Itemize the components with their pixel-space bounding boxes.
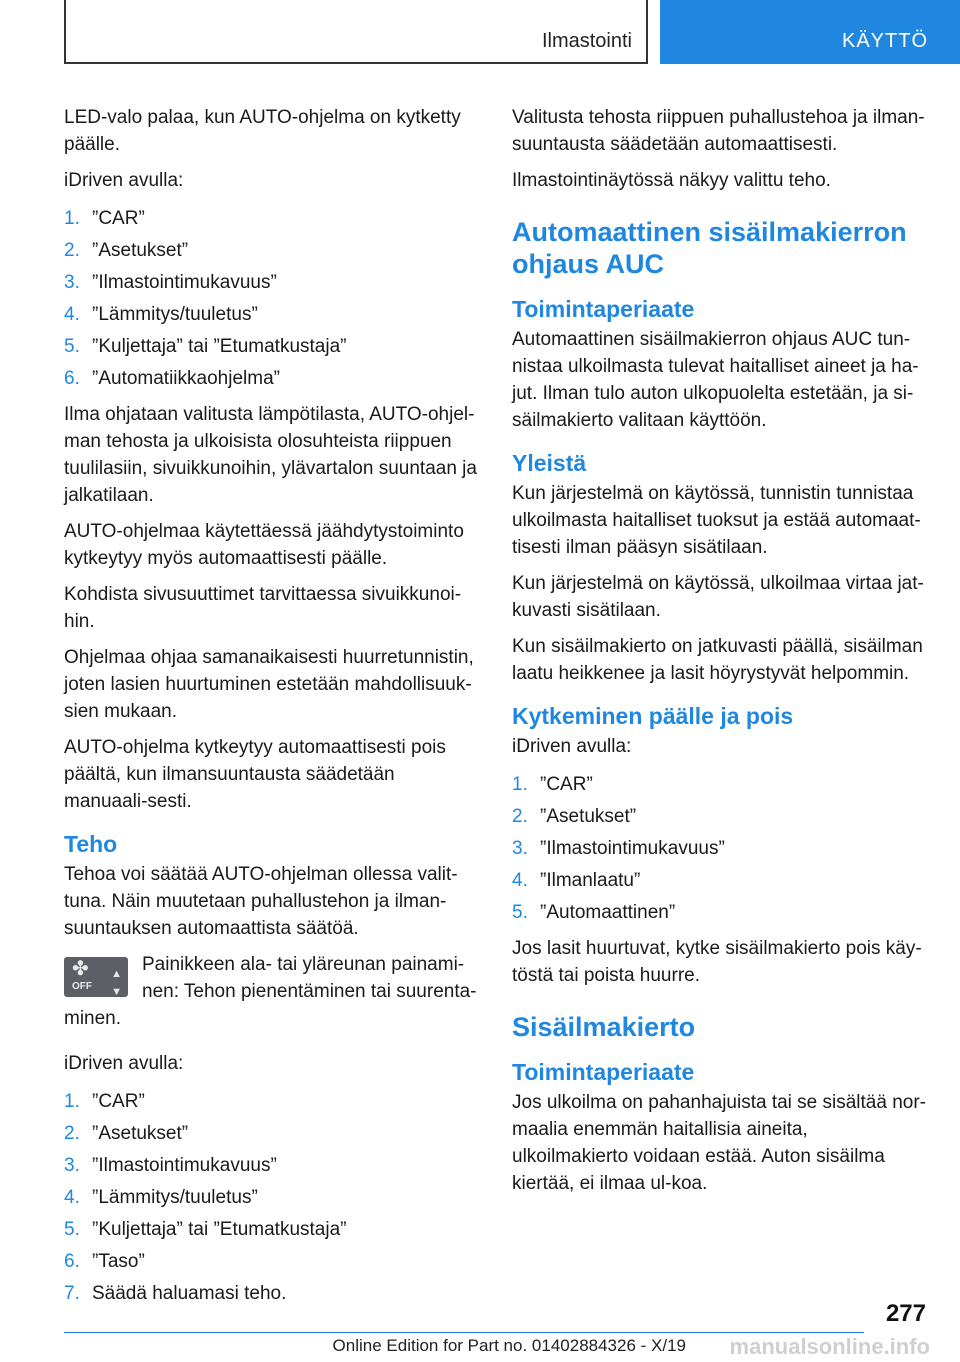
- step-number: 5.: [512, 902, 528, 923]
- step-text: ”Taso”: [92, 1251, 145, 1272]
- fan-icon: ✤: [72, 958, 89, 980]
- paragraph: Kun sisäilmakierto on jatkuvasti päällä, sisäilman laatu heikkenee ja lasit höyrystyvät helpommin.: [512, 636, 923, 684]
- chapter-heading: Automaattinen sisäilmakierron ohjaus AUC: [512, 217, 907, 279]
- arrow-down-icon: ▼: [111, 986, 122, 998]
- section-heading: Yleistä: [512, 450, 587, 476]
- list-item: [64, 1214, 479, 1246]
- step-number: 4.: [512, 870, 528, 891]
- step-text: ”Ilmastointimukavuus”: [92, 272, 277, 293]
- paragraph: Kun järjestelmä on käytössä, tunnistin tunnistaa ulkoilmasta haitalliset tuoksut ja estää automaat‐tisesti ilman pääsyn sisätilaan.: [512, 483, 921, 558]
- paragraph: iDriven avulla:: [64, 170, 184, 191]
- paragraph: Ilma ohjataan valitusta lämpötilasta, AUTO-ohjel‐man tehosta ja ulkoisista olosuhteista riippuen tuulilasiin, sivuikkunoihin, ylävartalon suuntaan ja jalkatilaan.: [64, 404, 477, 506]
- step-number: 4.: [64, 304, 80, 325]
- paragraph: Tehoa voi säätää AUTO-ohjelman ollessa valit‐tuna. Näin muutetaan puhallustehon ja ilman‐suuntauksen automaattista säätöä.: [64, 864, 458, 939]
- step-number: 2.: [512, 806, 528, 827]
- step-text: ”CAR”: [92, 208, 145, 229]
- section-title: Ilmastointi: [541, 30, 632, 52]
- icon-paragraph: [64, 951, 479, 1032]
- step-number: 5.: [64, 336, 80, 357]
- list-item: [64, 1278, 479, 1310]
- paragraph: Kun järjestelmä on käytössä, ulkoilmaa virtaa jat‐kuvasti sisätilaan.: [512, 573, 924, 621]
- step-number: 6.: [64, 1251, 80, 1272]
- list-item: [64, 363, 479, 395]
- steps-list: [64, 203, 479, 395]
- paragraph: Jos lasit huurtuvat, kytke sisäilmakierto pois käy‐töstä tai poista huurre.: [512, 938, 922, 986]
- right-column: [512, 104, 927, 1206]
- footer-divider: [64, 1332, 864, 1333]
- list-item: [64, 267, 479, 299]
- step-text: ”CAR”: [92, 1091, 145, 1112]
- page-number: 277: [885, 1300, 926, 1327]
- section-heading: Teho: [64, 831, 118, 857]
- chapter-heading: Sisäilmakierto: [512, 1012, 696, 1042]
- step-text: ”Ilmanlaatu”: [540, 870, 641, 891]
- paragraph: iDriven avulla:: [512, 736, 632, 757]
- steps-list: [64, 1086, 479, 1310]
- list-item: [512, 769, 927, 801]
- step-number: 2.: [64, 1123, 80, 1144]
- paragraph: Kohdista sivusuuttimet tarvittaessa sivuikkunoi‐hin.: [64, 584, 462, 632]
- list-item: [64, 203, 479, 235]
- step-text: Säädä haluamasi teho.: [92, 1283, 287, 1304]
- step-number: 5.: [64, 1219, 80, 1240]
- paragraph: Automaattinen sisäilmakierron ohjaus AUC tun‐nistaa ulkoilmasta tulevat haitalliset aineet ja ha‐jut. Ilman tulo auton ulkopuolelta estetään, ja si‐säilmakierto valitaan käyttöön.: [512, 329, 919, 431]
- list-item: [512, 865, 927, 897]
- paragraph: Ilmastointinäytössä näkyy valittu teho.: [512, 170, 831, 191]
- step-number: 3.: [64, 1155, 80, 1176]
- step-text: ”Kuljettaja” tai ”Etumatkustaja”: [92, 1219, 347, 1240]
- paragraph: Ohjelmaa ohjaa samanaikaisesti huurretunnistin, joten lasien huurtuminen estetään mahdollisuuk‐sien mukaan.: [64, 647, 474, 722]
- list-item: [64, 1246, 479, 1278]
- step-number: 1.: [64, 1091, 80, 1112]
- paragraph: LED-valo palaa, kun AUTO-ohjelma on kytketty päälle.: [64, 107, 461, 155]
- step-number: 4.: [64, 1187, 80, 1208]
- list-item: [64, 1150, 479, 1182]
- step-number: 6.: [64, 368, 80, 389]
- section-heading: Toimintaperiaate: [512, 296, 695, 322]
- step-number: 3.: [64, 272, 80, 293]
- step-number: 1.: [64, 208, 80, 229]
- list-item: [64, 331, 479, 363]
- left-column: [64, 104, 479, 1316]
- header-section-box: [64, 0, 648, 64]
- steps-list: [512, 769, 927, 929]
- section-heading: Toimintaperiaate: [512, 1059, 695, 1085]
- fan-speed-button-icon: [64, 957, 128, 997]
- step-text: ”Lämmitys/tuuletus”: [92, 304, 258, 325]
- paragraph: AUTO-ohjelma kytkeytyy automaattisesti pois päältä, kun ilmansuuntausta säädetään manuaali‐sesti.: [64, 737, 446, 812]
- arrow-up-icon: ▲: [111, 968, 122, 980]
- list-item: [64, 299, 479, 331]
- icon-description: Painikkeen ala- tai yläreunan painami‐nen: Tehon pienentäminen tai suurenta‐minen.: [64, 954, 477, 1029]
- paragraph: Valitusta tehosta riippuen puhallustehoa ja ilman‐suuntausta säädetään automaattisesti.: [512, 107, 925, 155]
- step-text: ”CAR”: [540, 774, 593, 795]
- step-text: ”Ilmastointimukavuus”: [92, 1155, 277, 1176]
- step-text: ”Automatiikkaohjelma”: [92, 368, 280, 389]
- step-number: 1.: [512, 774, 528, 795]
- paragraph: iDriven avulla:: [64, 1053, 184, 1074]
- paragraph: Jos ulkoilma on pahanhajuista tai se sisältää nor‐maalia enemmän haitallisia aineita, ulkoilmakierto voidaan estää. Auton sisäilma kiertää, ei ilmaa ul‐koa.: [512, 1092, 927, 1194]
- paragraph: AUTO-ohjelmaa käytettäessä jäähdytystoiminto kytkeytyy myös automaattisesti päälle.: [64, 521, 464, 569]
- list-item: [512, 801, 927, 833]
- off-label: OFF: [72, 981, 92, 992]
- step-number: 2.: [64, 240, 80, 261]
- list-item: [512, 833, 927, 865]
- list-item: [64, 1086, 479, 1118]
- list-item: [64, 1118, 479, 1150]
- section-heading: Kytkeminen päälle ja pois: [512, 703, 794, 729]
- step-text: ”Asetukset”: [540, 806, 637, 827]
- list-item: [512, 897, 927, 929]
- step-text: ”Asetukset”: [92, 1123, 189, 1144]
- header-chapter-box: [660, 0, 960, 64]
- step-number: 3.: [512, 838, 528, 859]
- edition-text: Online Edition for Part no. 01402884326 - X/19: [332, 1336, 686, 1355]
- step-text: ”Automaattinen”: [540, 902, 676, 923]
- chapter-title: KÄYTTÖ: [841, 30, 928, 52]
- step-text: ”Ilmastointimukavuus”: [540, 838, 725, 859]
- step-text: ”Asetukset”: [92, 240, 189, 261]
- step-text: ”Lämmitys/tuuletus”: [92, 1187, 258, 1208]
- watermark: manualsonline.info: [729, 1334, 930, 1359]
- list-item: [64, 235, 479, 267]
- step-number: 7.: [64, 1283, 80, 1304]
- list-item: [64, 1182, 479, 1214]
- step-text: ”Kuljettaja” tai ”Etumatkustaja”: [92, 336, 347, 357]
